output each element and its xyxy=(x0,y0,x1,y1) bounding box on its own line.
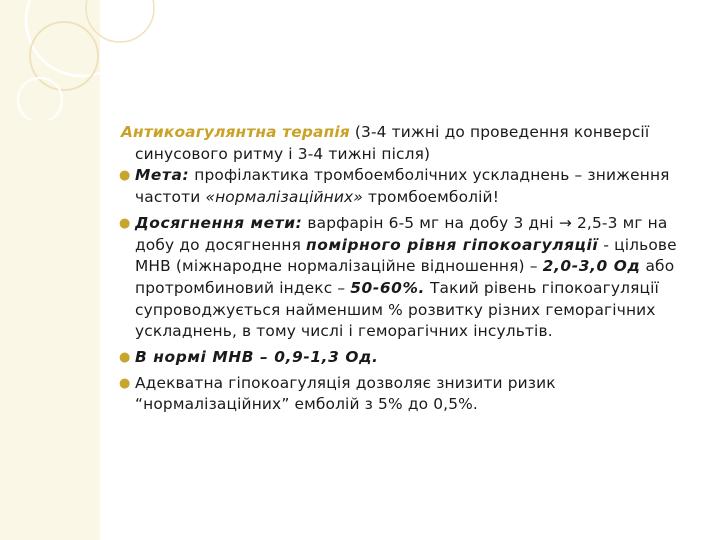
achievement-bold-b: 2,0-3,0 Од xyxy=(542,257,641,276)
achievement-text-c: або протромбиновий індекс – xyxy=(135,257,675,297)
intro-paragraph xyxy=(121,122,701,165)
bullet-achievement xyxy=(121,213,701,343)
bullet-norm xyxy=(121,347,701,369)
conclusion-text: Адекватна гіпокоагуляція дозволяє знизити ризик “нормалізаційних” емболій з 5% до 0,5%. xyxy=(135,373,556,414)
achievement-text-b: - цільове МНВ (міжнародне нормалізаційне відношення) – xyxy=(135,235,677,276)
achievement-bold-a: помірного рівня гіпокоагуляції xyxy=(306,235,599,254)
achievement-bold-c: 50-60%. xyxy=(350,278,425,297)
bullet-icon: ● xyxy=(119,375,131,391)
achievement-text-d: Такий рівень гіпокоагуляції супроводжується найменшим % розвитку різних геморагічних ускладнень, в тому числі і геморагічних інсультів. xyxy=(135,278,659,341)
achievement-label: Досягнення мети: xyxy=(135,213,303,232)
goal-italic: «нормалізаційних» xyxy=(205,188,363,207)
slide-body xyxy=(121,122,701,420)
goal-text-end: тромбоемболій! xyxy=(362,188,500,207)
goal-text: профілактика тромбоемболічних ускладнень – зниження частоти xyxy=(135,166,670,207)
intro-text: (3-4 тижні до проведення конверсії синусового ритму і 3-4 тижні після) xyxy=(135,123,650,163)
decorative-circles xyxy=(0,0,180,120)
bullet-goal xyxy=(121,165,701,208)
bullet-icon: ● xyxy=(119,215,131,231)
bullet-icon: ● xyxy=(119,168,131,184)
bullet-icon: ● xyxy=(119,350,131,366)
goal-label: Мета: xyxy=(135,166,190,185)
achievement-text-a: варфарін 6-5 мг на добу 3 дні → 2,5-3 мг на добу до досягнення xyxy=(135,213,668,254)
bullet-conclusion xyxy=(121,373,701,416)
norm-text: В нормі МНВ – 0,9-1,3 Од. xyxy=(135,348,379,367)
intro-title: Антикоагулянтна терапія xyxy=(121,123,350,141)
